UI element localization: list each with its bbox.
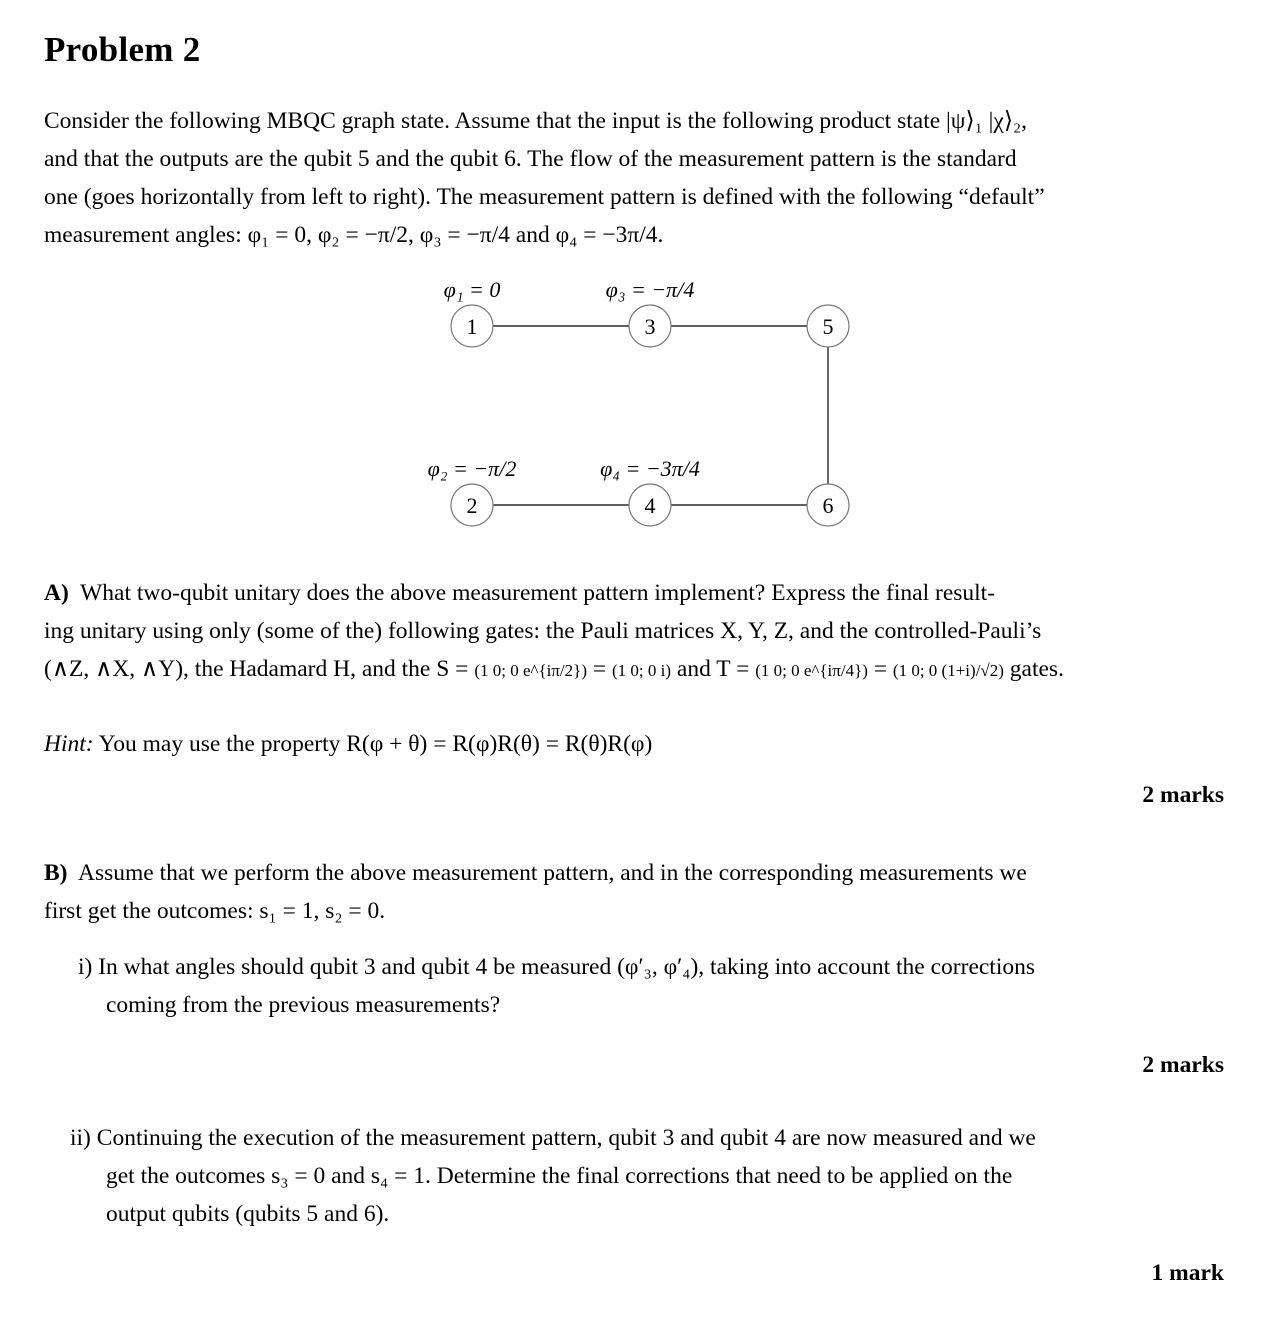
intro-paragraph [44,102,1224,254]
section-a-label: A) [44,580,69,606]
s-equals: = [592,656,607,682]
hint-label: Hint: [44,731,94,757]
s-matrix-2: (1 0; 0 i) [612,661,672,680]
section-b-line-1 [44,854,1224,892]
node-3-label: 3 [644,314,656,339]
t-matrix-2: (1 0; 0 (1+i)/√2) [892,661,1004,680]
section-b-part-i [78,948,1224,1024]
t-matrix-1: (1 0; 0 e^{iπ/4}) [755,661,868,680]
node-2 [451,484,493,526]
part-ii-number: ii) [70,1125,91,1151]
section-b-label: B) [44,860,68,886]
intro-line-2: and that the outputs are the qubit 5 and the qubit 6. The flow of the measurement pattern is the standard [44,146,1017,172]
node-2-label: 2 [466,493,478,518]
part-ii-line-3: output qubits (qubits 5 and 6). [106,1201,390,1227]
intro-line-3: one (goes horizontally from left to right). The measurement pattern is defined with the following “default” [44,184,1045,210]
t-equals: = [873,656,888,682]
graph-svg [44,280,1224,540]
section-b [44,854,1224,930]
section-b-text-1: Assume that we perform the above measurement pattern, and in the corresponding measurements we [77,860,1027,886]
gates-text: gates. [1009,656,1064,682]
angle-label-2: φ₂ = −π/2 [427,456,517,481]
section-b-part-ii [70,1119,1224,1233]
node-1 [451,305,493,347]
section-a-text-3a: (∧Z, ∧X, ∧Y), the Hadamard H, and the S = [44,656,469,682]
intro-line-1: Consider the following MBQC graph state. Assume that the input is the following product state |ψ⟩₁ |χ⟩₂, [44,108,1028,134]
section-a-line-3 [44,650,1224,690]
hint-text: You may use the property R(φ + θ) = R(φ)R(θ) = R(θ)R(φ) [98,731,653,757]
angle-label-1: φ₁ = 0 [443,280,501,302]
part-i-number: i) [78,954,93,980]
node-4 [629,484,671,526]
part-i-line-1 [78,948,1224,986]
and-t-text: and T = [676,656,750,682]
node-6 [807,484,849,526]
node-5-label: 5 [822,314,834,339]
intro-line-4: measurement angles: φ₁ = 0, φ₂ = −π/2, φ₃ = −π/4 and φ₄ = −3π/4. [44,222,664,248]
section-a-line-2: ing unitary using only (some of the) following gates: the Pauli matrices X, Y, Z, and the controlled-Pauli’s [44,618,1042,644]
part-i-text-1: In what angles should qubit 3 and qubit 4 be measured (φ′₃, φ′₄), taking into account the corrections [98,954,1036,980]
part-i-line-2: coming from the previous measurements? [106,992,501,1018]
node-4-label: 4 [644,493,656,518]
section-a-text-1: What two-qubit unitary does the above measurement pattern implement? Express the final result- [80,580,996,606]
node-5 [807,305,849,347]
part-ii-line-2: get the outcomes s₃ = 0 and s₄ = 1. Determine the final corrections that need to be applied on the [106,1163,1013,1189]
section-b-line-2: first get the outcomes: s₁ = 1, s₂ = 0. [44,898,386,924]
hint-line [44,725,1224,763]
angle-label-4: φ₄ = −3π/4 [600,456,700,481]
marks-b-ii: 1 mark [1151,1260,1224,1286]
node-6-label: 6 [822,493,834,518]
section-a-line-1 [44,574,1224,612]
part-ii-line-1 [70,1119,1224,1157]
node-1-label: 1 [466,314,478,339]
problem-page [44,30,1224,1286]
s-matrix-1: (1 0; 0 e^{iπ/2}) [474,661,587,680]
section-a [44,574,1224,690]
problem-title: Problem 2 [44,30,201,69]
part-ii-text-1: Continuing the execution of the measurement pattern, qubit 3 and qubit 4 are now measured and we [96,1125,1036,1151]
node-3 [629,305,671,347]
marks-a: 2 marks [1142,782,1224,808]
angle-label-3: φ₃ = −π/4 [605,280,695,302]
graph-state-diagram [44,280,1224,540]
marks-b-i: 2 marks [1142,1052,1224,1078]
